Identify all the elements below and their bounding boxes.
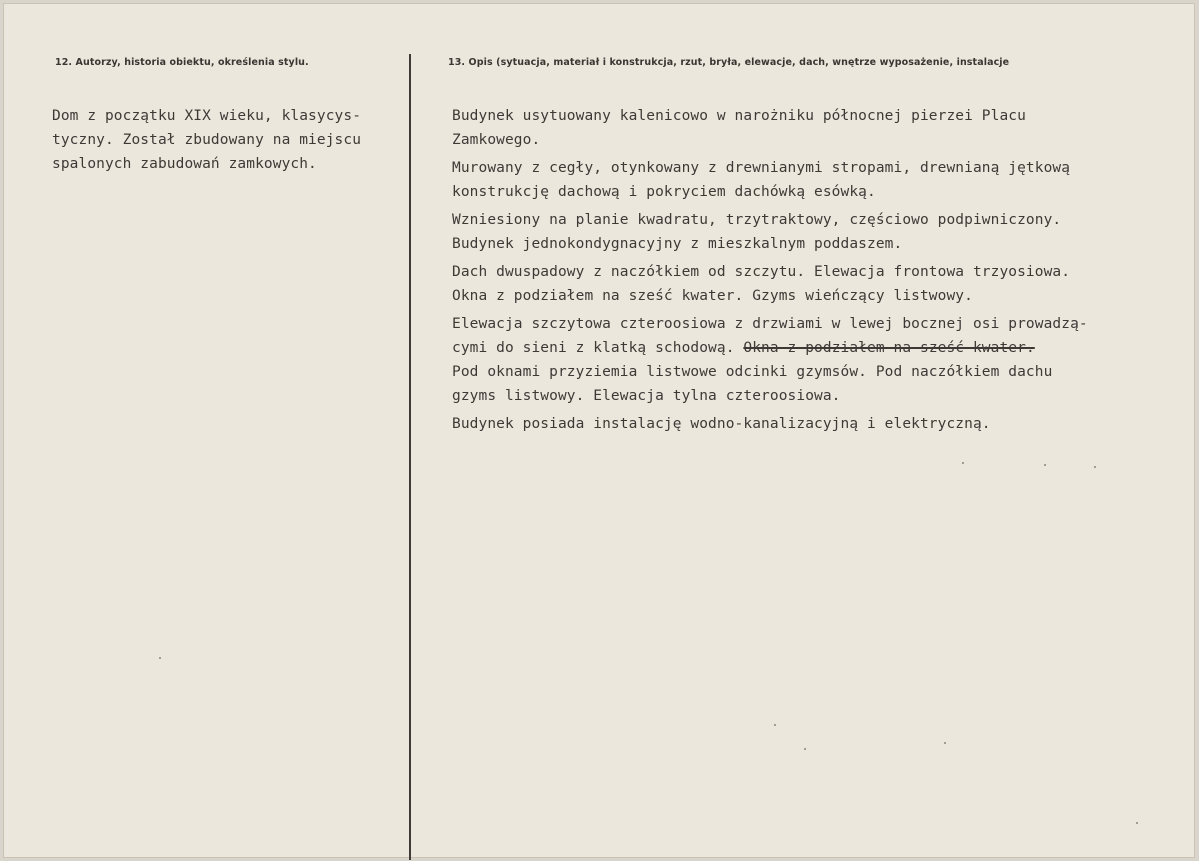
text-line: Zamkowego. xyxy=(452,132,541,148)
text-line: Budynek jednokondygnacyjny z mieszkalnym poddaszem. xyxy=(452,236,903,252)
text-line: Okna z podziałem na sześć kwater. Gzyms wieńczący listwowy. xyxy=(452,288,973,304)
text-line: gzyms listwowy. Elewacja tylna czteroosiowa. xyxy=(452,388,841,404)
section-13-text xyxy=(452,104,1177,440)
text-line: Budynek posiada instalację wodno-kanalizacyjną i elektryczną. xyxy=(452,416,991,432)
text-line: Murowany z cegły, otynkowany z drewnianymi stropami, drewnianą jętkową xyxy=(452,160,1071,176)
text-line: tyczny. Został zbudowany na miejscu xyxy=(52,132,362,148)
paragraph-plan xyxy=(452,208,1177,256)
document-sheet xyxy=(3,3,1195,858)
paragraph-roof xyxy=(452,260,1177,308)
text-line: Dach dwuspadowy z naczółkiem od szczytu. Elewacja frontowa trzyosiowa. xyxy=(452,264,1071,280)
paper-speck xyxy=(804,748,806,750)
text-line: Budynek usytuowany kalenicowo w narożniku północnej pierzei Placu xyxy=(452,108,1026,124)
section-12-header: 12. Autorzy, historia obiektu, określenia stylu. xyxy=(55,57,309,68)
text-line: Dom z początku XIX wieku, klasycys- xyxy=(52,108,362,124)
paper-speck xyxy=(944,742,946,744)
text-line: Wzniesiony na planie kwadratu, trzytraktowy, częściowo podpiwniczony. xyxy=(452,212,1062,228)
text-line: konstrukcję dachową i pokryciem dachówką esówką. xyxy=(452,184,876,200)
text-line: spalonych zabudowań zamkowych. xyxy=(52,156,317,172)
paper-speck xyxy=(1094,466,1096,468)
section-12-text xyxy=(52,104,412,176)
paper-speck xyxy=(159,657,161,659)
paper-speck xyxy=(1136,822,1138,824)
text-line: Elewacja szczytowa czteroosiowa z drzwiami w lewej bocznej osi prowadzą- xyxy=(452,316,1088,332)
text-line: Pod oknami przyziemia listwowe odcinki gzymsów. Pod naczółkiem dachu xyxy=(452,364,1053,380)
paper-speck xyxy=(774,724,776,726)
paper-speck xyxy=(962,462,964,464)
paragraph-material xyxy=(452,156,1177,204)
paragraph-elevation xyxy=(452,312,1177,408)
text-line xyxy=(452,336,1177,360)
paper-speck xyxy=(1044,464,1046,466)
paragraph-location xyxy=(452,104,1177,152)
section-13-header: 13. Opis (sytuacja, materiał i konstrukcja, rzut, bryła, elewacje, dach, wnętrze wyposażenie, instalacje xyxy=(448,57,1010,68)
text-segment: cymi do sieni z klatką schodową. xyxy=(452,340,744,356)
paragraph-installations xyxy=(452,412,1177,436)
struck-text: Okna z podziałem na sześć kwater. xyxy=(743,340,1035,356)
